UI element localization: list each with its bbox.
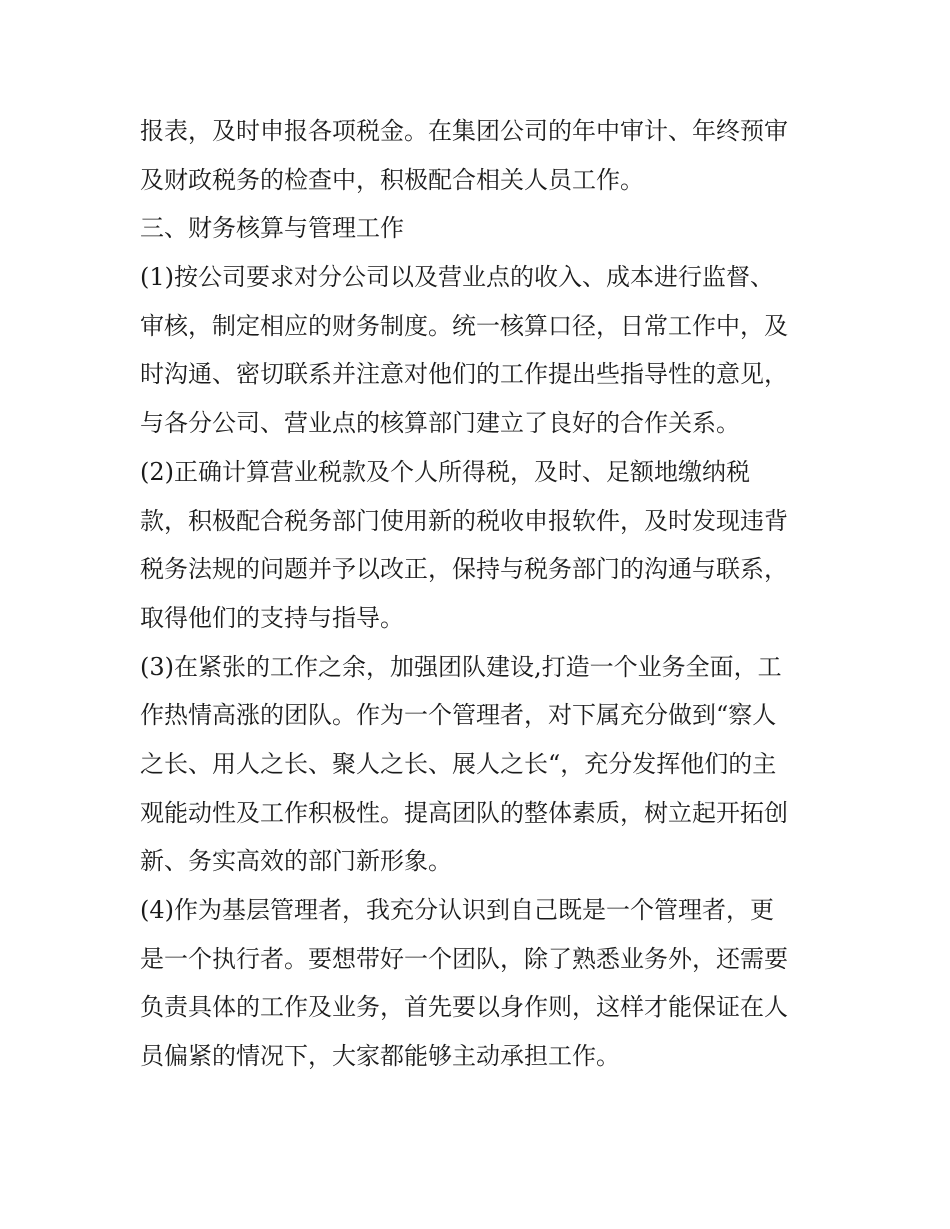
text-line: 时沟通、密切联系并注意对他们的工作提出些指导性的意见， <box>140 360 788 389</box>
text-line: (1)按公司要求对分公司以及营业点的收入、成本进行监督、 <box>140 263 774 292</box>
text-line: 员偏紧的情况下，大家都能够主动承担工作。 <box>140 1042 620 1071</box>
text-line: 审核，制定相应的财务制度。统一核算口径，日常工作中，及 <box>140 311 788 340</box>
text-line: 与各分公司、营业点的核算部门建立了良好的合作关系。 <box>140 409 740 438</box>
text-line: 观能动性及工作积极性。提高团队的整体素质，树立起开拓创 <box>140 798 788 827</box>
text-line: 款，积极配合税务部门使用新的税收申报软件，及时发现违背 <box>140 506 788 535</box>
text-line: 取得他们的支持与指导。 <box>140 603 404 632</box>
text-line: 税务法规的问题并予以改正，保持与税务部门的沟通与联系， <box>140 555 788 584</box>
text-line: 之长、用人之长、聚人之长、展人之长“，充分发挥他们的主 <box>140 749 777 778</box>
section-heading: 三、财务核算与管理工作 <box>140 214 404 243</box>
text-line: 报表，及时申报各项税金。在集团公司的年中审计、年终预审 <box>140 117 788 145</box>
text-line: 新、务实高效的部门新形象。 <box>140 847 452 876</box>
text-line: 是一个执行者。要想带好一个团队，除了熟悉业务外，还需要 <box>140 944 788 973</box>
text-line: 作热情高涨的团队。作为一个管理者，对下属充分做到“察人 <box>140 701 777 730</box>
document-body <box>140 107 820 1081</box>
text-line: (4)作为基层管理者，我充分认识到自己既是一个管理者，更 <box>140 896 774 924</box>
text-line: 及财政税务的检查中，积极配合相关人员工作。 <box>140 165 644 194</box>
text-line: 负责具体的工作及业务，首先要以身作则，这样才能保证在人 <box>140 993 788 1022</box>
text-line: (3)在紧张的工作之余，加强团队建设,打造一个业务全面，工 <box>140 652 782 681</box>
text-line: (2)正确计算营业税款及个人所得税，及时、足额地缴纳税 <box>140 457 750 486</box>
